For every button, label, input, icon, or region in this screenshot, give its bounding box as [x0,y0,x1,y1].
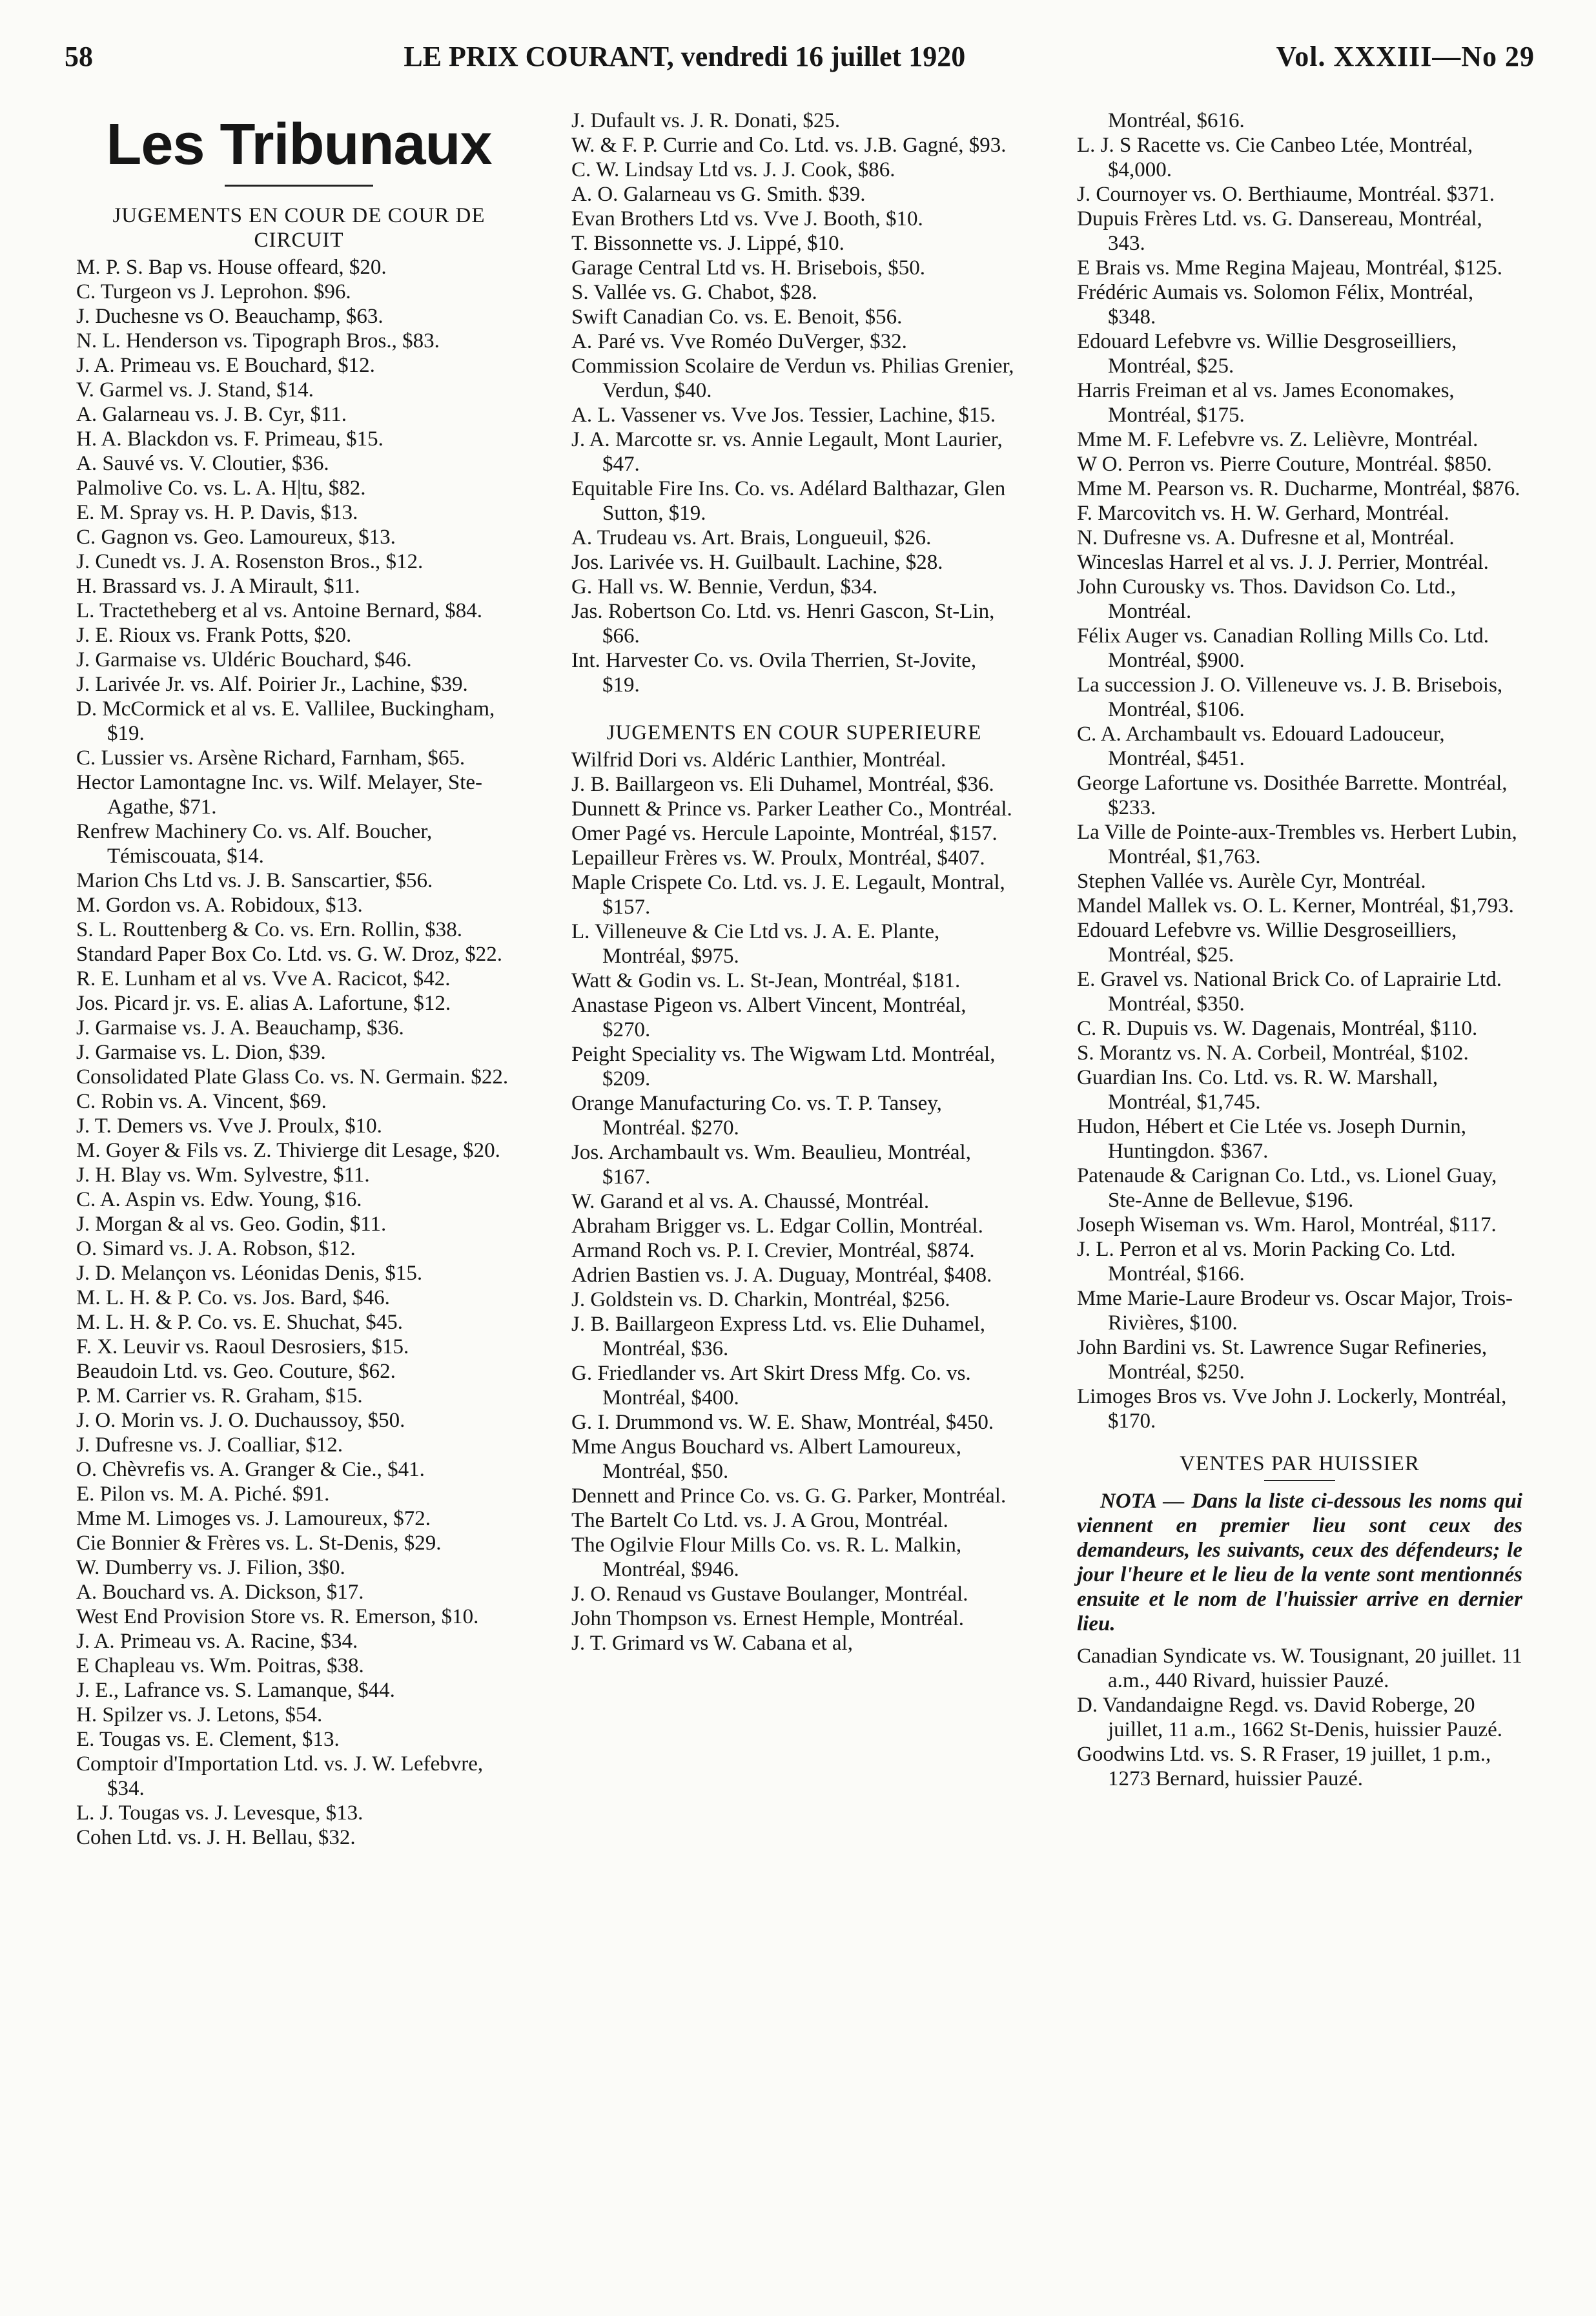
heading-rule [1264,1480,1335,1481]
judgment-entry: Joseph Wiseman vs. Wm. Harol, Montréal, $117. [1077,1213,1497,1236]
judgment-entry: J. A. Primeau vs. A. Racine, $34. [76,1630,358,1653]
judgment-entry: M. Gordon vs. A. Robidoux, $13. [76,894,363,917]
judgment-entry: G. Hall vs. W. Bennie, Verdun, $34. [571,575,878,599]
judgment-entry: J. Goldstein vs. D. Charkin, Montréal, $256. [571,1288,950,1311]
judgment-entry: George Lafortune vs. Dosithée Barrette. Montréal, $233. [1077,772,1508,819]
judgment-entry: A. Bouchard vs. A. Dickson, $17. [76,1581,364,1604]
judgment-entry: J. Larivée Jr. vs. Alf. Poirier Jr., Lachine, $39. [76,673,468,696]
judgment-entry: Winceslas Harrel et al vs. J. J. Perrier, Montréal. [1077,551,1489,574]
judgment-entry: John Bardini vs. St. Lawrence Sugar Refineries, Montréal, $250. [1077,1336,1488,1384]
judgment-entry: Omer Pagé vs. Hercule Lapointe, Montréal, $157. [571,822,998,845]
judgment-entry: Garage Central Ltd vs. H. Brisebois, $50. [571,256,926,280]
judgment-entry: J. E. Rioux vs. Frank Potts, $20. [76,624,352,647]
judgment-entry: Montréal, $616. [1108,109,1245,132]
running-head [65,40,1535,85]
judgment-entry: H. Spilzer vs. J. Letons, $54. [76,1703,323,1727]
judgment-entry: A. Trudeau vs. Art. Brais, Longueuil, $26. [571,526,932,549]
judgment-entry: Hudon, Hébert et Cie Ltée vs. Joseph Durnin, Huntingdon. $367. [1077,1115,1467,1163]
judgment-entry: Cohen Ltd. vs. J. H. Bellau, $32. [76,1826,356,1849]
judgment-entry: L. J. Tougas vs. J. Levesque, $13. [76,1801,363,1825]
judgment-entry: Félix Auger vs. Canadian Rolling Mills Co. Ltd. Montréal, $900. [1077,624,1489,672]
judgment-entry: Dupuis Frères Ltd. vs. G. Dansereau, Montréal, 343. [1077,207,1482,255]
judgment-entry: M. Goyer & Fils vs. Z. Thivierge dit Lesage, $20. [76,1139,500,1162]
judgment-entry: E Brais vs. Mme Regina Majeau, Montréal, $125. [1077,256,1502,280]
judgment-entry: Edouard Lefebvre vs. Willie Desgroseilliers, Montréal, $25. [1077,330,1457,378]
publication-title: LE PRIX COURANT, vendredi 16 juillet 1920 [404,41,966,72]
column-1 [76,108,522,1850]
judgment-entry: J. O. Morin vs. J. O. Duchaussoy, $50. [76,1409,405,1432]
judgment-entry: Limoges Bros vs. Vve John J. Lockerly, Montréal, $170. [1077,1385,1507,1433]
judgment-entry: H. Brassard vs. J. A Mirault, $11. [76,575,360,598]
judgment-entry: J. Cournoyer vs. O. Berthiaume, Montréal. $371. [1077,183,1495,206]
judgment-entry: S. L. Routtenberg & Co. vs. Ern. Rollin, $38. [76,918,462,941]
judgment-entry: Orange Manufacturing Co. vs. T. P. Tansey, Montréal. $270. [571,1092,942,1140]
judgment-entry: Harris Freiman et al vs. James Economakes, Montréal, $175. [1077,379,1455,427]
page-number: 58 [65,41,93,72]
judgment-entry: Dennett and Prince Co. vs. G. G. Parker, Montréal. [571,1484,1007,1508]
judgment-entry: Maple Crispete Co. Ltd. vs. J. E. Legault, Montral, $157. [571,871,1005,919]
bailiff-sales-list [1077,1644,1522,1791]
judgment-entry: G. Friedlander vs. Art Skirt Dress Mfg. Co. vs. Montréal, $400. [571,1362,971,1409]
judgment-entry: J. O. Renaud vs Gustave Boulanger, Montréal. [571,1583,968,1606]
judgment-entry: M. P. S. Bap vs. House offeard, $20. [76,256,387,279]
judgment-entry: E Chapleau vs. Wm. Poitras, $38. [76,1654,364,1677]
judgment-entry: M. L. H. & P. Co. vs. Jos. Bard, $46. [76,1286,390,1309]
judgment-entry: Goodwins Ltd. vs. S. R Fraser, 19 juillet, 1 p.m., 1273 Bernard, huissier Pauzé. [1077,1743,1491,1790]
judgment-entry: Watt & Godin vs. L. St-Jean, Montréal, $181. [571,969,961,992]
judgment-entry: Abraham Brigger vs. L. Edgar Collin, Montréal. [571,1214,983,1238]
judgment-entry: T. Bissonnette vs. J. Lippé, $10. [571,232,844,255]
circuit-court-judgments-continued [571,108,1017,697]
judgment-entry: O. Simard vs. J. A. Robson, $12. [76,1237,356,1260]
judgment-entry: Anastase Pigeon vs. Albert Vincent, Montréal, $270. [571,994,967,1041]
judgment-entry: C. A. Archambault vs. Edouard Ladouceur, Montréal, $451. [1077,722,1445,770]
judgment-entry: Palmolive Co. vs. L. A. H|tu, $82. [76,477,366,500]
judgment-entry: J. Cunedt vs. J. A. Rosenston Bros., $12. [76,550,424,573]
judgment-entry: Lepailleur Frères vs. W. Proulx, Montréal, $407. [571,846,985,870]
judgment-entry: J. Morgan & al vs. Geo. Godin, $11. [76,1213,387,1236]
judgment-entry: A. Galarneau vs. J. B. Cyr, $11. [76,403,347,426]
judgment-entry: Jos. Larivée vs. H. Guilbault. Lachine, $28. [571,551,943,574]
judgment-entry: V. Garmel vs. J. Stand, $14. [76,378,314,402]
judgment-entry: Mme Marie-Laure Brodeur vs. Oscar Major, Trois-Rivières, $100. [1077,1287,1513,1335]
nota-paragraph: NOTA — Dans la liste ci-dessous les noms qui viennent en premier lieu sont ceux des demandeurs, les suivants, ceux des défendeurs; le jour l'heure et le lieu de la vente sont mentionnés ensuite et le nom de l'huissier arrive en dernier lieu. [1077,1490,1522,1635]
judgment-entry: C. A. Aspin vs. Edw. Young, $16. [76,1188,362,1211]
judgment-entry: Int. Harvester Co. vs. Ovila Therrien, St-Jovite, $19. [571,649,977,697]
judgment-entry: Hector Lamontagne Inc. vs. Wilf. Melayer, Ste-Agathe, $71. [76,771,483,819]
judgment-entry: J. Garmaise vs. Uldéric Bouchard, $46. [76,648,412,671]
judgment-entry: Frédéric Aumais vs. Solomon Félix, Montréal, $348. [1077,281,1474,329]
superior-court-heading: JUGEMENTS EN COUR SUPERIEURE [606,721,982,744]
judgment-entry: J. Garmaise vs. L. Dion, $39. [76,1041,326,1064]
title-rule [225,185,373,187]
bailiff-sales-heading: VENTES PAR HUISSIER [1180,1452,1420,1475]
judgment-entry: A. Paré vs. Vve Roméo DuVerger, $32. [571,330,907,353]
judgment-entry: L. J. S Racette vs. Cie Canbeo Ltée, Montréal, $4,000. [1077,134,1473,181]
judgment-entry: Equitable Fire Ins. Co. vs. Adélard Balthazar, Glen Sutton, $19. [571,477,1006,525]
judgment-entry: W. Garand et al vs. A. Chaussé, Montréal. [571,1190,930,1213]
judgment-entry: Wilfrid Dori vs. Aldéric Lanthier, Montréal. [571,748,946,772]
judgment-entry: J. H. Blay vs. Wm. Sylvestre, $11. [76,1163,370,1187]
judgment-entry: Jos. Picard jr. vs. E. alias A. Lafortune, $12. [76,992,451,1015]
judgment-entry: J. T. Demers vs. Vve J. Proulx, $10. [76,1114,382,1138]
judgment-entry: J. T. Grimard vs W. Cabana et al, [571,1632,853,1655]
judgment-entry: J. L. Perron et al vs. Morin Packing Co. Ltd. Montréal, $166. [1077,1238,1456,1286]
judgment-entry: C. R. Dupuis vs. W. Dagenais, Montréal, $110. [1077,1017,1478,1040]
judgment-entry: J. D. Melançon vs. Léonidas Denis, $15. [76,1262,423,1285]
judgment-entry: M. L. H. & P. Co. vs. E. Shuchat, $45. [76,1311,404,1334]
circuit-court-heading: JUGEMENTS EN COUR DE COUR DE CIRCUIT [112,204,486,252]
judgment-entry: S. Morantz vs. N. A. Corbeil, Montréal, $102. [1077,1041,1469,1065]
judgment-entry: Mme M. Pearson vs. R. Ducharme, Montréal, $876. [1077,477,1520,500]
judgment-entry: F. Marcovitch vs. H. W. Gerhard, Montréal. [1077,502,1449,525]
judgment-entry: W. Dumberry vs. J. Filion, 3$0. [76,1556,345,1579]
judgment-entry: The Bartelt Co Ltd. vs. J. A Grou, Montréal. [571,1509,948,1532]
superior-court-judgments [571,748,1017,1655]
judgment-entry: G. I. Drummond vs. W. E. Shaw, Montréal, $450. [571,1411,994,1434]
judgment-entry: L. Tractetheberg et al vs. Antoine Bernard, $84. [76,599,483,622]
judgment-entry: R. E. Lunham et al vs. Vve A. Racicot, $42. [76,967,451,990]
judgment-entry: Adrien Bastien vs. J. A. Duguay, Montréal, $408. [571,1264,992,1287]
judgment-entry: Marion Chs Ltd vs. J. B. Sanscartier, $56. [76,869,433,892]
judgment-entry: Mandel Mallek vs. O. L. Kerner, Montréal, $1,793. [1077,894,1514,917]
judgment-entry: C. Gagnon vs. Geo. Lamoureux, $13. [76,526,396,549]
judgment-entry: A. L. Vassener vs. Vve Jos. Tessier, Lachine, $15. [571,404,996,427]
judgment-entry: John Curousky vs. Thos. Davidson Co. Ltd., Montréal. [1077,575,1457,623]
judgment-entry: J. Dufault vs. J. R. Donati, $25. [571,109,841,132]
judgment-entry: W O. Perron vs. Pierre Couture, Montréal. $850. [1077,453,1492,476]
judgment-entry: Comptoir d'Importation Ltd. vs. J. W. Lefebvre, $34. [76,1752,484,1800]
judgment-entry: E. Gravel vs. National Brick Co. of Laprairie Ltd. Montréal, $350. [1077,968,1502,1016]
judgment-entry: La succession J. O. Villeneuve vs. J. B. Brisebois, Montréal, $106. [1077,673,1503,721]
judgment-entry: E. Tougas vs. E. Clement, $13. [76,1728,340,1751]
judgment-entry: D. Vandandaigne Regd. vs. David Roberge, 20 juillet, 11 a.m., 1662 St-Denis, huissier Pauzé. [1077,1694,1503,1741]
judgment-entry: Guardian Ins. Co. Ltd. vs. R. W. Marshall, Montréal, $1,745. [1077,1066,1438,1114]
judgment-entry: N. L. Henderson vs. Tipograph Bros., $83. [76,329,440,353]
judgment-entry: Consolidated Plate Glass Co. vs. N. Germain. $22. [76,1065,509,1089]
judgment-entry: J. Duchesne vs O. Beauchamp, $63. [76,305,384,328]
issue-number: Vol. XXXIII—No 29 [1276,41,1535,72]
judgment-entry: E. M. Spray vs. H. P. Davis, $13. [76,501,358,524]
judgment-entry: W. & F. P. Currie and Co. Ltd. vs. J.B. Gagné, $93. [571,134,1007,157]
judgment-entry: A. O. Galarneau vs G. Smith. $39. [571,183,866,206]
judgment-entry: West End Provision Store vs. R. Emerson, $10. [76,1605,479,1628]
judgment-entry: Mme M. Limoges vs. J. Lamoureux, $72. [76,1507,431,1530]
judgment-entry: Cie Bonnier & Frères vs. L. St-Denis, $29. [76,1532,442,1555]
judgment-entry: John Thompson vs. Ernest Hemple, Montréal. [571,1607,964,1630]
judgment-entry: Dunnett & Prince vs. Parker Leather Co., Montréal. [571,797,1012,821]
judgment-entry: F. X. Leuvir vs. Raoul Desrosiers, $15. [76,1335,409,1358]
judgment-entry: J. Dufresne vs. J. Coalliar, $12. [76,1433,343,1457]
judgment-entry: N. Dufresne vs. A. Dufresne et al, Montréal. [1077,526,1455,549]
judgment-entry: H. A. Blackdon vs. F. Primeau, $15. [76,427,384,451]
judgment-entry: J. E., Lafrance vs. S. Lamanque, $44. [76,1679,395,1702]
judgment-entry: Standard Paper Box Co. Ltd. vs. G. W. Droz, $22. [76,943,502,966]
judgment-entry: J. B. Baillargeon vs. Eli Duhamel, Montréal, $36. [571,773,994,796]
judgment-entry: J. A. Primeau vs. E Bouchard, $12. [76,354,375,377]
judgment-entry: The Ogilvie Flour Mills Co. vs. R. L. Malkin, Montréal, $946. [571,1533,962,1581]
judgment-entry: C. Lussier vs. Arsène Richard, Farnham, $65. [76,746,466,770]
judgment-entry: J. B. Baillargeon Express Ltd. vs. Elie Duhamel, Montréal, $36. [571,1313,985,1360]
superior-court-judgments-continued [1077,108,1522,1433]
judgment-entry: Canadian Syndicate vs. W. Tousignant, 20 juillet. 11 a.m., 440 Rivard, huissier Pauzé. [1077,1645,1522,1692]
judgment-entry: Beaudoin Ltd. vs. Geo. Couture, $62. [76,1360,396,1383]
judgment-entry: C. Robin vs. A. Vincent, $69. [76,1090,327,1113]
section-title: Les Tribunaux [106,112,492,177]
judgment-entry: Peight Speciality vs. The Wigwam Ltd. Montréal, $209. [571,1043,996,1091]
judgment-entry: Patenaude & Carignan Co. Ltd., vs. Lionel Guay, Ste-Anne de Bellevue, $196. [1077,1164,1497,1212]
judgment-entry: P. M. Carrier vs. R. Graham, $15. [76,1384,363,1408]
judgment-entry: Mme M. F. Lefebvre vs. Z. Lelièvre, Montréal. [1077,428,1478,451]
judgment-entry: Jas. Robertson Co. Ltd. vs. Henri Gascon, St-Lin, $66. [571,600,995,648]
column-3 [1077,108,1522,1791]
judgment-entry: Evan Brothers Ltd vs. Vve J. Booth, $10. [571,207,923,231]
judgment-entry: L. Villeneuve & Cie Ltd vs. J. A. E. Plante, Montréal, $975. [571,920,940,968]
judgment-entry: J. A. Marcotte sr. vs. Annie Legault, Mont Laurier, $47. [571,428,1003,476]
judgment-entry: Edouard Lefebvre vs. Willie Desgroseilliers, Montréal, $25. [1077,919,1457,967]
judgment-entry: Stephen Vallée vs. Aurèle Cyr, Montréal. [1077,870,1426,893]
judgment-entry: La Ville de Pointe-aux-Trembles vs. Herbert Lubin, Montréal, $1,763. [1077,821,1517,868]
circuit-court-judgments [76,255,522,1850]
judgment-entry: Commission Scolaire de Verdun vs. Philias Grenier, Verdun, $40. [571,354,1014,402]
judgment-entry: A. Sauvé vs. V. Cloutier, $36. [76,452,329,475]
judgment-entry: D. McCormick et al vs. E. Vallilee, Buckingham, $19. [76,697,495,745]
judgment-entry: Mme Angus Bouchard vs. Albert Lamoureux, Montréal, $50. [571,1435,961,1483]
judgment-entry: S. Vallée vs. G. Chabot, $28. [571,281,817,304]
judgment-entry: Renfrew Machinery Co. vs. Alf. Boucher, Témiscouata, $14. [76,820,433,868]
judgment-entry: E. Pilon vs. M. A. Piché. $91. [76,1482,330,1506]
column-2 [571,108,1017,1655]
judgment-entry: O. Chèvrefis vs. A. Granger & Cie., $41. [76,1458,425,1481]
judgment-entry: C. W. Lindsay Ltd vs. J. J. Cook, $86. [571,158,895,181]
judgment-entry: C. Turgeon vs J. Leprohon. $96. [76,280,351,303]
judgment-entry: Jos. Archambault vs. Wm. Beaulieu, Montréal, $167. [571,1141,971,1189]
judgment-entry: Swift Canadian Co. vs. E. Benoit, $56. [571,305,903,329]
judgment-entry: Armand Roch vs. P. I. Crevier, Montréal, $874. [571,1239,975,1262]
judgment-entry: J. Garmaise vs. J. A. Beauchamp, $36. [76,1016,404,1040]
